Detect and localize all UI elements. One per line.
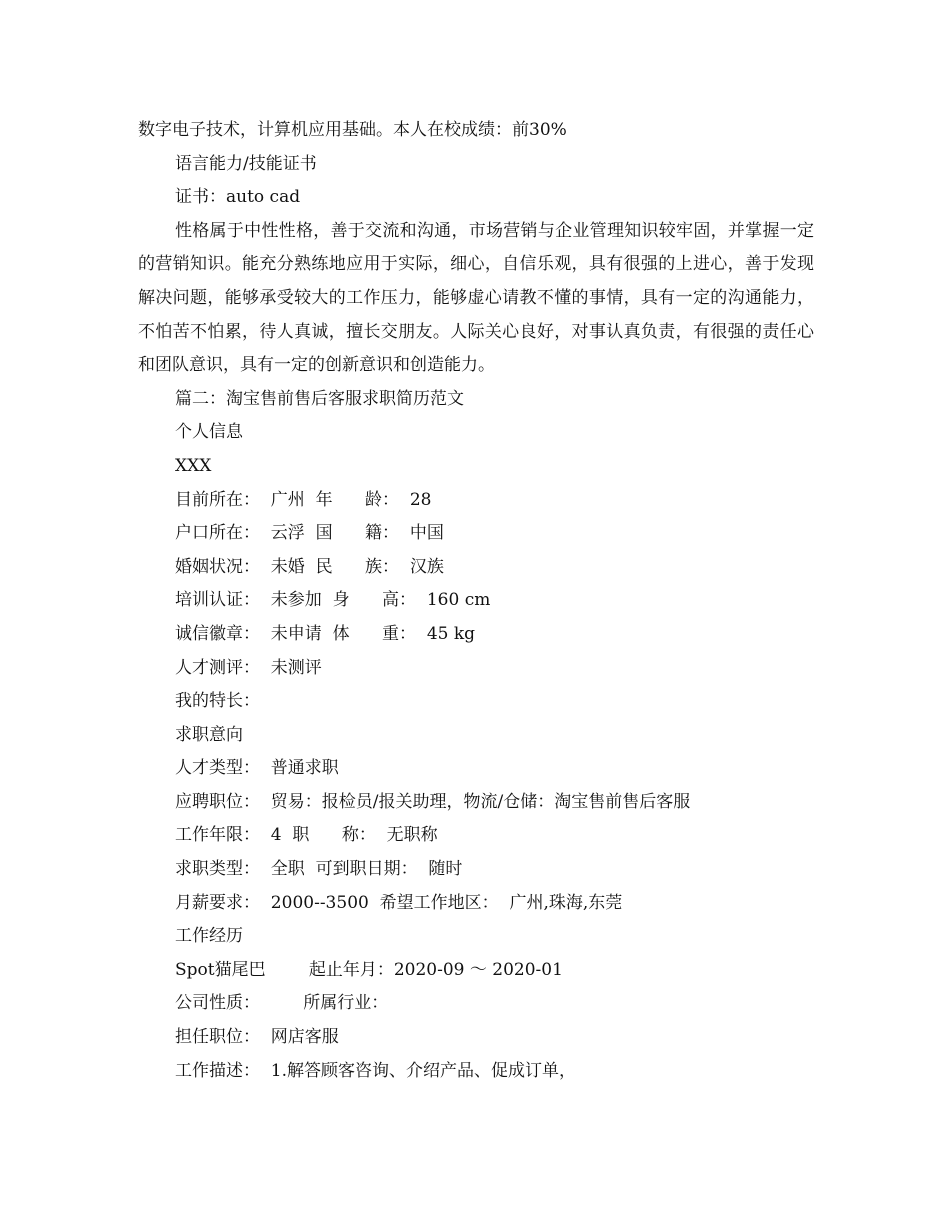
text-line-location-age: 目前所在： 广州 年 龄： 28 xyxy=(175,489,432,510)
heading-language-skills: 语言能力/技能证书 xyxy=(175,153,317,174)
text-line-company-nature: 公司性质： 所属行业： xyxy=(175,993,389,1014)
text-line-course: 数字电子技术，计算机应用基础。本人在校成绩：前30% xyxy=(138,120,567,140)
heading-work-experience: 工作经历 xyxy=(175,926,243,947)
text-line-badge-weight: 诚信徽章： 未申请 体 重： 45 kg xyxy=(175,623,476,644)
document-body xyxy=(138,114,814,1088)
text-line-marital-ethnicity: 婚姻状况： 未婚 民 族： 汉族 xyxy=(175,556,444,577)
heading-personal-info: 个人信息 xyxy=(175,422,243,443)
text-line-talent-type: 人才类型： 普通求职 xyxy=(175,758,339,779)
text-line-position: 应聘职位： 贸易：报检员/报关助理，物流/仓储：淘宝售前售后客服 xyxy=(175,791,691,812)
text-line-training-height: 培训认证： 未参加 身 高： 160 cm xyxy=(175,590,491,611)
text-line-job-description: 工作描述： 1.解答顾客咨询、介绍产品、促成订单， xyxy=(175,1060,577,1081)
text-line-job-type: 求职类型： 全职 可到职日期： 随时 xyxy=(175,859,463,880)
heading-job-intention: 求职意向 xyxy=(175,724,243,745)
text-line-hukou-nationality: 户口所在： 云浮 国 籍： 中国 xyxy=(175,523,444,544)
text-line-certificate: 证书：auto cad xyxy=(175,187,301,208)
paragraph-self-evaluation: 性格属于中性性格，善于交流和沟通，市场营销与企业管理知识较牢固，并掌握一定的营销知识。能充分熟练地应用于实际，细心，自信乐观，具有很强的上进心，善于发现解决问题，能够承受较大的工作压力，能够虚心请教不懂的事情，具有一定的沟通能力，不怕苦不怕累，待人真诚，擅长交朋友。人际关心良好，对事认真负责，有很强的责任心和团队意识，具有一定的创新意识和创造能力。 xyxy=(138,220,814,376)
text-line-years-title: 工作年限： 4 职 称： 无职称 xyxy=(175,825,438,846)
heading-section-two: 篇二：淘宝售前售后客服求职简历范文 xyxy=(175,388,464,409)
text-line-assessment: 人才测评： 未测评 xyxy=(175,657,322,678)
text-line-job-title: 担任职位： 网店客服 xyxy=(175,1027,339,1048)
text-line-company-period: Spot猫尾巴 起止年月：2020-09 ～ 2020-01 xyxy=(175,959,563,980)
text-line-specialty: 我的特长： xyxy=(175,691,260,712)
text-line-salary-area: 月薪要求： 2000--3500 希望工作地区： 广州,珠海,东莞 xyxy=(175,892,623,913)
text-line-name: XXX xyxy=(175,455,212,476)
